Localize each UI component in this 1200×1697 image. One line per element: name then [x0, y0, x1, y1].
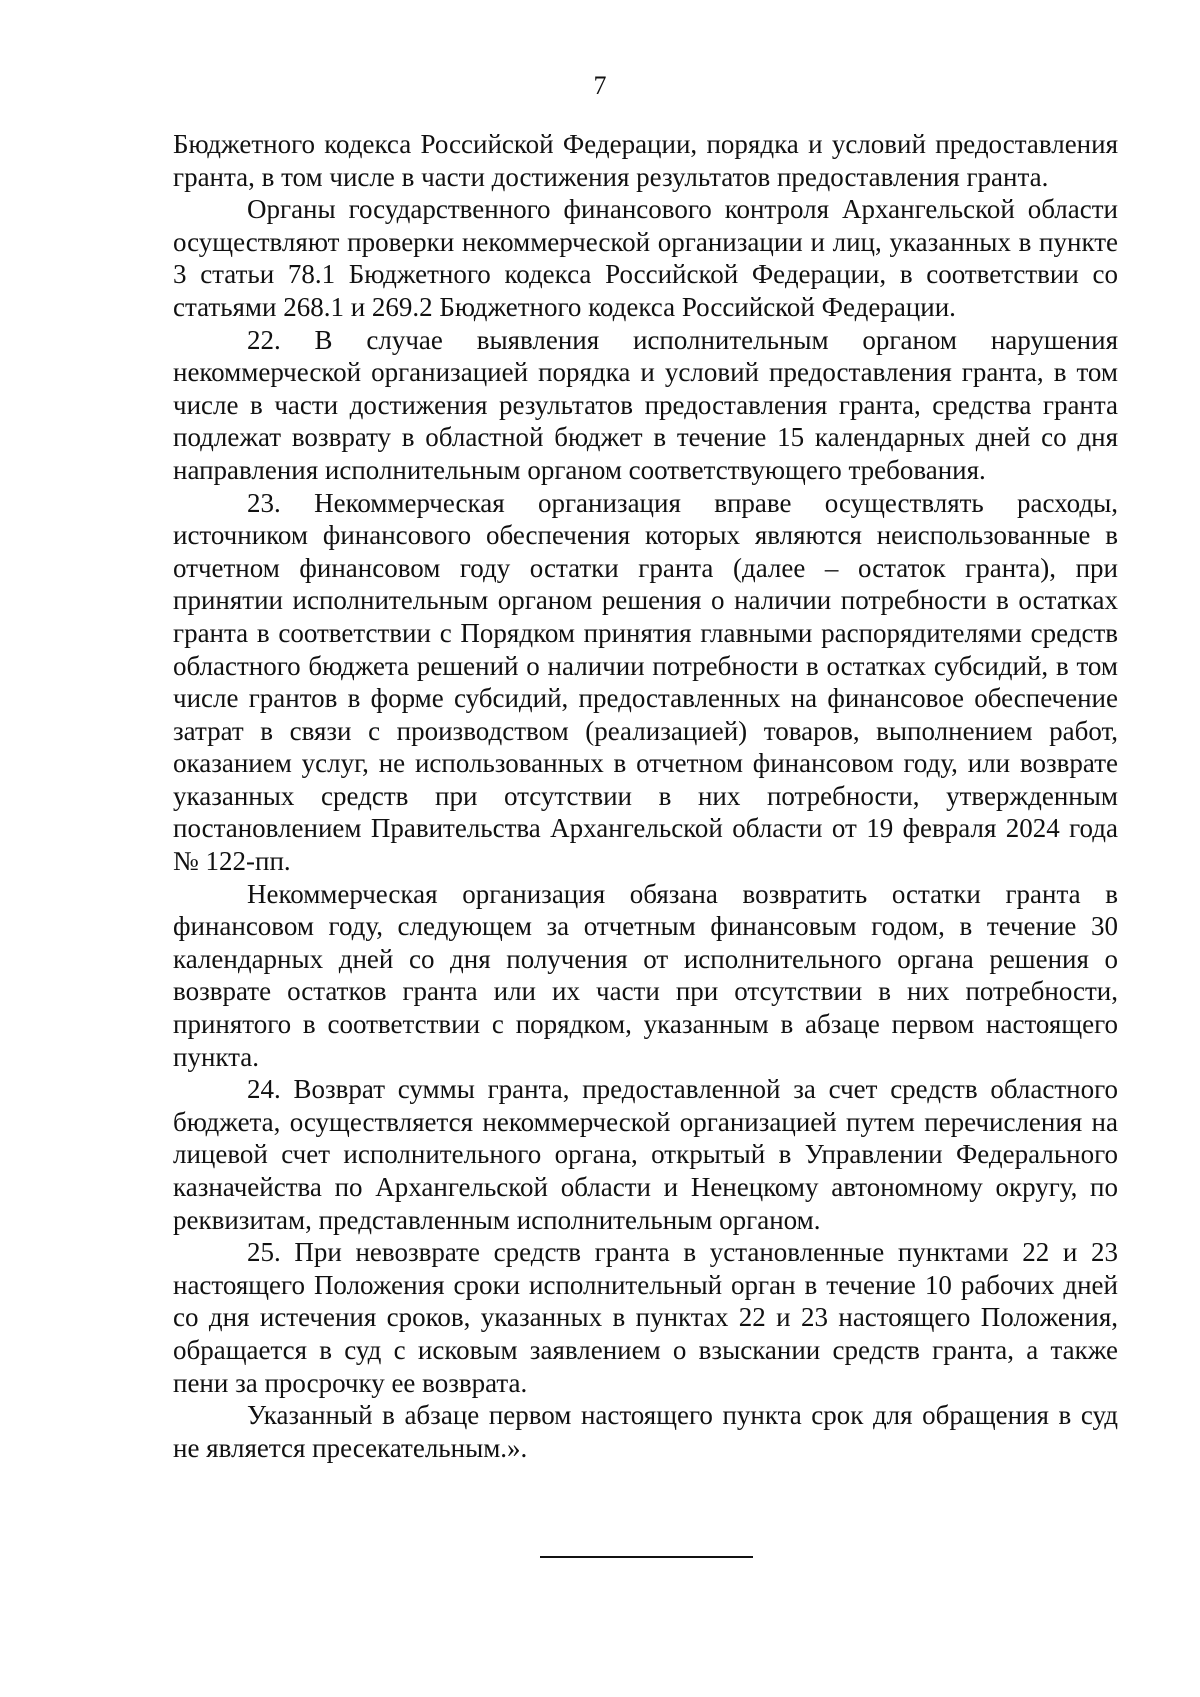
paragraph-financial-control: Органы государственного финансового контроля Архангельской области осуществляют проверки некоммерческой организации и лиц, указанных в пункте 3 статьи 78.1 Бюджетного кодекса Российской Федерации, в соответствии со статьями 268.1 и 269.2 Бюджетного кодекса Российской Федерации. [173, 194, 1118, 322]
paragraph-item-24: 24. Возврат суммы гранта, предоставленной за счет средств областного бюджета, осуществляется некоммерческой организацией путем перечисления на лицевой счет исполнительного органа, открытый в Управлении Федерального казначейства по Архангельской области и Ненецкому автономному округу, по реквизитам, представленным исполнительным органом. [173, 1074, 1118, 1235]
end-of-document-rule [540, 1556, 753, 1558]
document-body [173, 128, 1118, 1464]
paragraph-item-23-return-obligation: Некоммерческая организация обязана возвратить остатки гранта в финансовом году, следующем за отчетным финансовым годом, в течение 30 календарных дней со дня получения от исполнительного органа решения о возврате остатков гранта или их части при отсутствии в них потребности, принятого в соответствии с порядком, указанным в абзаце первом настоящего пункта. [173, 878, 1118, 1072]
paragraph-item-22: 22. В случае выявления исполнительным органом нарушения некоммерческой организацией порядка и условий предоставления гранта, в том числе в части достижения результатов предоставления гранта, средства гранта подлежат возврату в областной бюджет в течение 15 календарных дней со дня направления исполнительным органом соответствующего требования. [173, 324, 1118, 485]
paragraph-item-25: 25. При невозврате средств гранта в установленные пунктами 22 и 23 настоящего Положения сроки исполнительный орган в течение 10 рабочих дней со дня истечения сроков, указанных в пунктах 22 и 23 настоящего Положения, обращается в суд с исковым заявлением о взыскании средств гранта, а также пени за просрочку ее возврата. [173, 1237, 1118, 1398]
paragraph-budget-code-continuation: Бюджетного кодекса Российской Федерации, порядка и условий предоставления гранта, в том числе в части достижения результатов предоставления гранта. [173, 129, 1118, 192]
paragraph-item-23: 23. Некоммерческая организация вправе осуществлять расходы, источником финансового обеспечения которых являются неиспользованные в отчетном финансовом году остатки гранта (далее – остаток гранта), при принятии исполнительным органом решения о наличии потребности в остатках гранта в соответствии с Порядком принятия главными распорядителями средств областного бюджета решений о наличии потребности в остатках субсидий, в том числе грантов в форме субсидий, предоставленных на финансовое обеспечение затрат в связи с производством (реализацией) товаров, выполнением работ, оказанием услуг, не использованных в отчетном финансовом году, или возврате указанных средств при отсутствии в них потребности, утвержденным постановлением Правительства Архангельской области от 19 февраля 2024 года № 122-пп. [173, 487, 1118, 877]
paragraph-item-25-term: Указанный в абзаце первом настоящего пункта срок для обращения в суд не является пресекательным.». [173, 1400, 1118, 1463]
page-number: 7 [593, 71, 607, 100]
